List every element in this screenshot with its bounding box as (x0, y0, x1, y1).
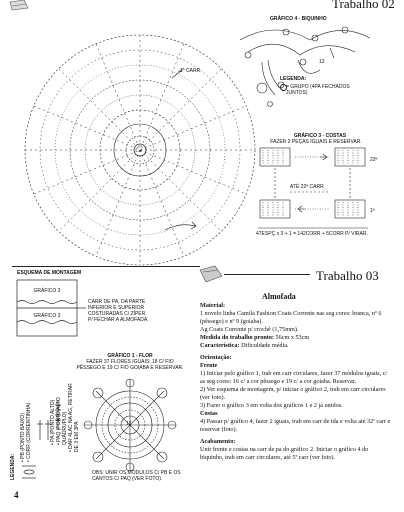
instructions-text (200, 302, 392, 462)
caract-text: Dificuldade média. (239, 342, 289, 350)
page-number: 4 (14, 490, 19, 500)
trabalho03-subtitle: Almofada (262, 292, 296, 301)
acabamento-text: Unir frente e costas na carr de pa do gráfico 2. Iniciar o gráfico 4 do biquinho, trab em carr circulares, até 5ª carr (ver foto). (200, 445, 369, 461)
legend-side-note: • DAR 4LAC NA AG, RETIRAR DE 3 EM 3PA (68, 383, 80, 452)
agulha-text: Ag Coats Corrente p/ crochê (1,75mm). (200, 326, 299, 334)
step-4: 4) Passar p/ gráfico 4, fazer 2 iguais, trab em carr de ida e volta até 32ª carr e reservar (foto). (200, 418, 391, 434)
chart1-obs: OBS: UNIR OS MÓDULOS C/ PB E OS CANTOS C/ PAQ (VER FOTO). (92, 470, 181, 482)
material-text: 1 novelo linha Camila Fashion Coats Corrente nas seg cores: branca, nº 6 (pêssego) e nº 9 (goiaba). (200, 310, 382, 326)
acabamento-label: Acabamento: (200, 437, 236, 445)
chart3-row-end: 22ª (370, 157, 378, 163)
medida-label: Medida do trabalho pronto: (200, 334, 274, 342)
chart4-number: 12 (319, 59, 325, 65)
chart1-number: 12 (126, 421, 132, 427)
step-3: 3) Fazer o gráfico 3 em volta dos gráficos 1 e 2 já unidos. (200, 402, 343, 410)
chart3-subtitle: FAZER 2 PEÇAS IGUAIS E RESERVAR. (270, 139, 362, 145)
montagem-note: CARR DE PA, DA PARTE INFERIOR E SUPERIOR COSTURADAS C/ ZÍPER. P/ FECHAR A ALMOFADA. (88, 299, 149, 323)
group-icon (280, 84, 287, 91)
chart2-diagram (25, 35, 255, 265)
caract-label: Característica: (200, 342, 240, 350)
chart4-legend-item: = GRUPO (4PA FECHADOS JUNTOS) (286, 84, 350, 96)
divider-left (12, 266, 200, 267)
corner-ornament-top (10, 0, 28, 10)
chart4-legend-title: LEGENDA: (280, 76, 307, 82)
chart2-start-label: 1º CARR (180, 68, 201, 74)
chart3-bottom-note: 47ESPÇ x 3 + 1 = 142CORR + 5CORR P/ VIRAR. (256, 231, 368, 237)
montagem-label-gr3-bottom: GRÁFICO 3 (33, 313, 61, 319)
trabalho02-title: Trabalho 02 (332, 0, 395, 11)
material-label: Material: (200, 302, 226, 309)
chart3-start-row: 1ª (370, 208, 375, 214)
step-1: 1) Iniciar pelo gráfico 1, trab em carr circulares, fazer 37 módulos iguais, c/ as seg cores: 16 c/ a cor pêssego e 19 c/ a cor goiaba. Reservar. (200, 369, 388, 385)
chart3-ate-label: ATÉ 22ª CARR (290, 184, 324, 190)
legend-pb-corr: • PB (PONTO BAIXO) • CORR (CORRENTINHA) (20, 402, 32, 462)
montagem-title: ESQUEMA DE MONTAGEM (17, 270, 82, 276)
chart1-title: GRÁFICO 1 - FLOR (107, 353, 153, 359)
ornament-trabalho03 (200, 266, 222, 282)
medida-text: 56cm x 53cm (273, 334, 310, 342)
costas-label: Costas (200, 410, 218, 418)
legend-mid-note: • PA (PONTO ALTO) • PAQ (PONTO ALTO QUÁDRUPLO) (50, 397, 68, 445)
legend-title: LEGENDA: (10, 453, 16, 480)
montagem-label-gr3-top: GRÁFICO 3 (33, 288, 61, 294)
divider-trabalho03 (224, 274, 310, 275)
step-2: 2) Ver esquema de montagem, p/ iniciar o gráfico 2, trab em carr circulares (ver foto). (200, 385, 386, 402)
trabalho03-title: Trabalho 03 (316, 268, 379, 283)
chart1-subtitle: FAZER 37 FLORES IGUAIS: 18 C/ FIO PÊSSEGO E 19 C/ FIO GOIABA E RESERVAR. (76, 359, 184, 371)
chart4-title: GRÁFICO 4 - BIQUINHO (270, 16, 327, 22)
chart3-title: GRÁFICO 3 - COSTAS (293, 133, 347, 139)
orientacao-label: Orientação: (200, 353, 232, 361)
frente-label: Frente (200, 361, 218, 369)
